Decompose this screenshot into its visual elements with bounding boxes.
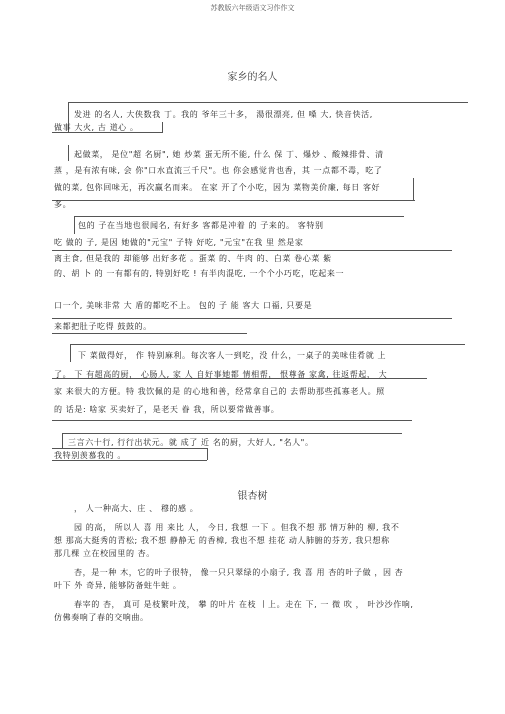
box-rule — [74, 216, 75, 234]
box-rule — [207, 448, 208, 460]
text-line: 的 话是: 啥家 买卖好了，是老天 眷 我，所以要常做善事。 — [54, 405, 280, 414]
box-rule — [70, 344, 465, 345]
text-line: 口一个, 美味非常 大 盾的都吃不上。 包的 子 能 客大 口福, 只要是 — [54, 301, 313, 310]
box-rule — [52, 448, 207, 449]
text-line: 做事 大火, 古 道心 。 — [54, 123, 139, 132]
text-line: ， 人一种高大、庄 、 穆的感 。 — [74, 504, 199, 513]
essay-title: 银杏树 — [237, 491, 268, 502]
text-line: 园 的高， 所以人 喜 用 来比 人， 今日, 我想 一下 。但我不想 那 情万种的 柳, 我不 — [74, 523, 400, 532]
text-line: 我特别羡慕我的 。 — [54, 451, 126, 460]
text-line: 起做菜， 是位"超 名厨", 她 炒菜 蛋无所不能, 什么 保 丁、爆炒 、酸辣排骨、清 — [74, 150, 384, 159]
box-rule — [52, 318, 452, 319]
text-line: 来都把肚子吃得 鼓鼓的。 — [54, 322, 152, 331]
text-line: 做的菜, 包你回味无，再次赢名而来。 在家 开了个小吃，因为 菜物美价廉, 每日 客好 — [54, 183, 381, 192]
box-rule — [413, 178, 414, 201]
text-line: 吃 做的 子, 是因 她做的"元宝" 子特 好吃, "元宝"在我 里 然是家 — [54, 238, 304, 247]
text-line: 包的 子在当地也很闻名, 有好多 客都是冲着 的 子来的。 客特别 — [78, 221, 324, 230]
box-rule — [62, 433, 402, 434]
box-rule — [52, 420, 412, 421]
box-rule — [68, 145, 69, 161]
text-line: 发进 的名人, 大侠数我 丁。我的 爷年三十多， 湯很漂亮, 但 嗓 大, 快音快活, — [74, 110, 373, 119]
box-rule — [52, 333, 247, 334]
text-line: 春宰的 杏， 真可 是枝繁叶茂， 攀 的叶片 在枝 丨上。走在 下, 一 微 吹 ， 叶沙沙作响, — [74, 600, 414, 609]
text-line: 仿佛奏响了春的交响曲。 — [54, 613, 149, 622]
box-rule — [52, 250, 452, 251]
page-header: 苏教版六年级语文习作作文 — [210, 4, 295, 12]
text-line: 下 菜做得好， 作 特别麻利。每次客人一到吃，没 什么，一桌子的美味佳肴就 上 — [78, 351, 387, 360]
essay-title: 家乡的名人 — [227, 72, 278, 83]
text-line: 多。 — [54, 200, 72, 209]
text-line: 叶下 外 奇异, 能够防备蛀牛蛀 。 — [54, 581, 182, 590]
box-rule — [62, 433, 63, 449]
text-line: 那几棵 立在校园里的 杏。 — [54, 549, 155, 558]
text-line: 杏，是一种 木，它的叶子很特， 像一只只翠绿的小扇子, 我 喜 用 杏的叶子做 ，因 杏 — [74, 568, 404, 577]
text-line: 三言六十行, 行行出状元。就 成了 近 名的厨，大好人, "名人"。 — [68, 438, 314, 447]
box-rule — [68, 102, 468, 103]
text-line: 家 来很大的方便。特 我饮佩的是 的心地和善，经常拿自己的 去帮助那些孤寡老人。照 — [54, 387, 385, 396]
box-rule — [162, 122, 163, 133]
box-rule — [74, 216, 404, 217]
box-rule — [52, 200, 415, 201]
text-line: 了。 下 有超高的厨， 心肠人, 家 人 自好事她都 情相帮， 恨尊备 家禽, 往返帮起， 大 — [54, 370, 388, 379]
text-line: 的、胡 卜 的 一有都有的, 特别好吃 ! 有半肉混吃, 一个个小巧吃，吃起来一 — [54, 269, 345, 278]
box-rule — [70, 344, 71, 362]
text-line: 离主食, 但是我的 却能够 出好多花 。蛋菜 的、牛肉 的、白菜 卷心菜 紫 — [54, 254, 332, 263]
text-line: 蒸 ，是有浓有味, 会 你"口水直流三千尺"。也 你会感觉肯也香，其 一点都不毒，吃了 — [54, 166, 383, 175]
text-line: 想 那高大挺秀的青松; 我不想 静静无 的香樟, 我也不想 挂花 动人肺腑的芬芳, 我只想称 — [54, 536, 390, 545]
